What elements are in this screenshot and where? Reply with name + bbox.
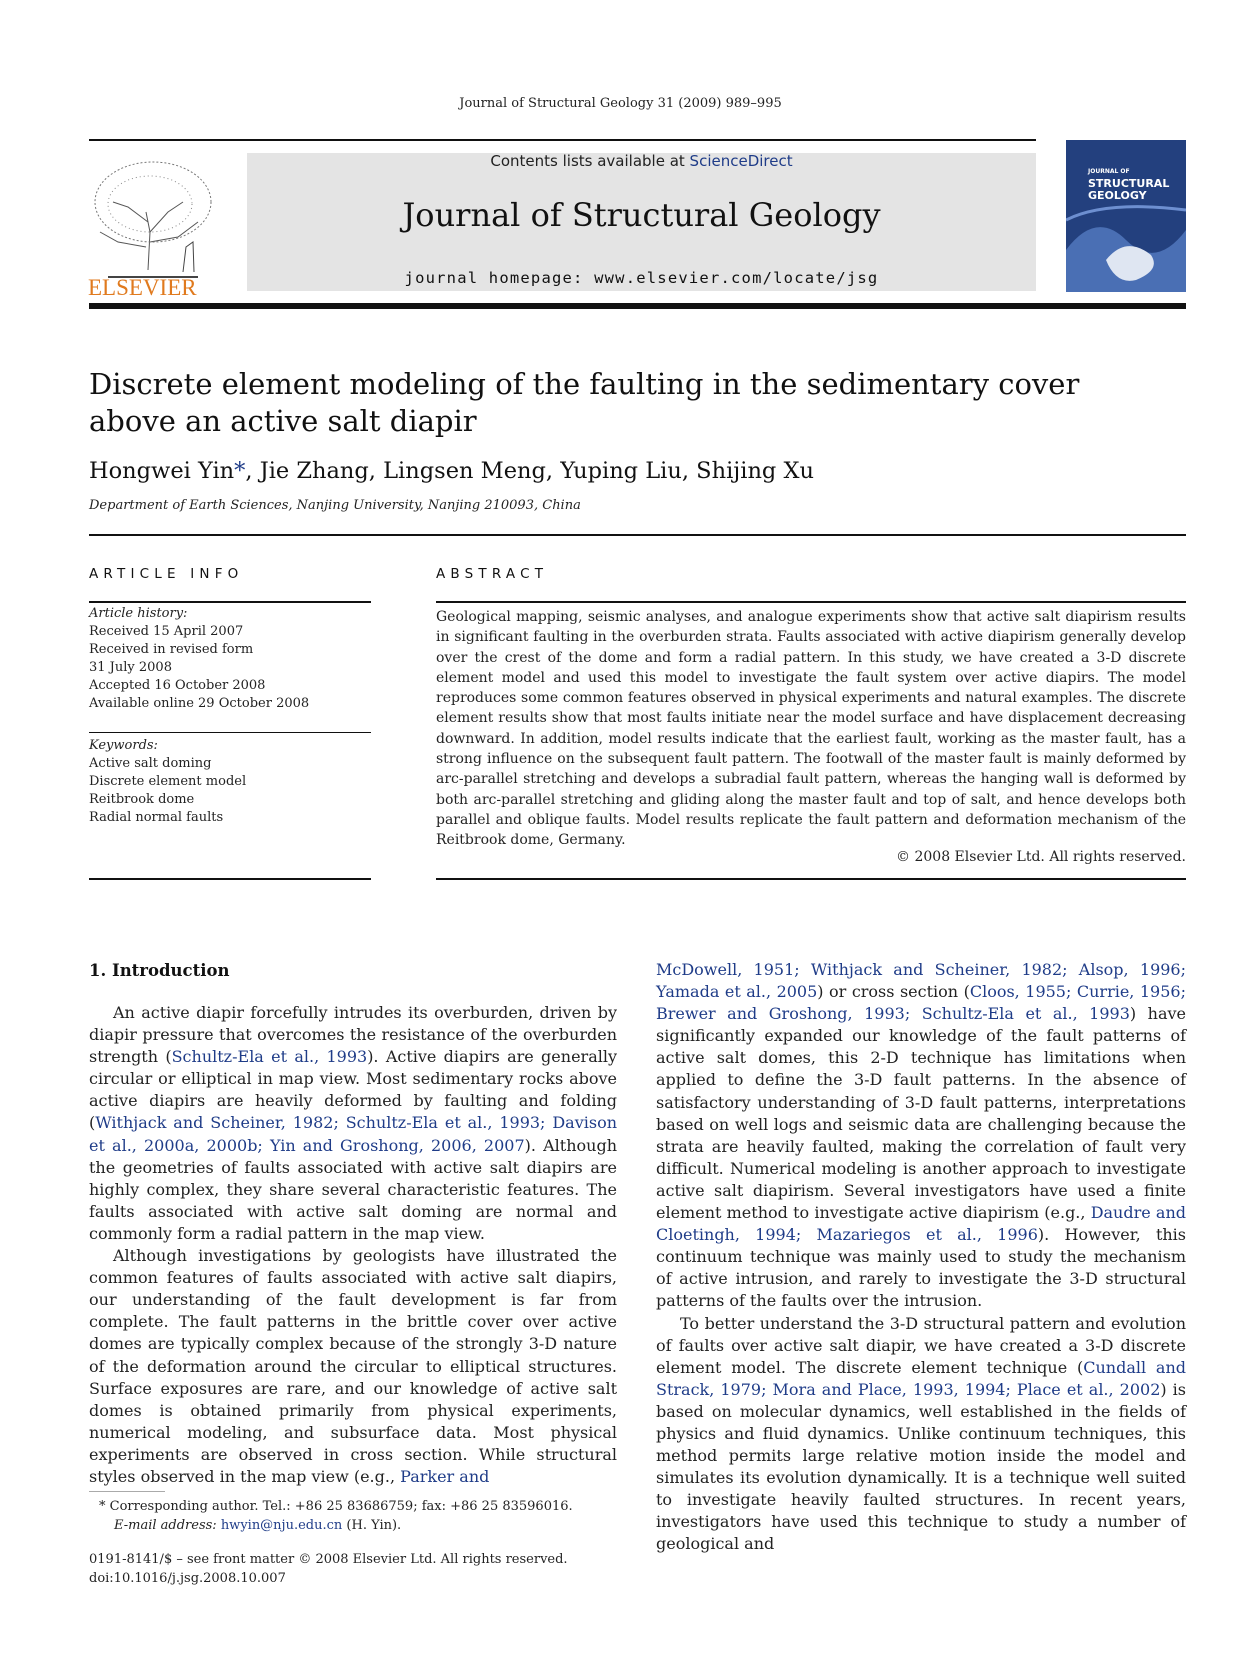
cover-small-text: JOURNAL OF <box>1088 168 1130 175</box>
body-text: Although investigations by geologists have illustrated the common features of faults associated with active salt diapirs, our understanding of the fault development is far from complete. The fault patterns in the brittle cover over active domes are typically complex because of the strongly 3-D nature of the deformation around the circular to elliptical structures. Surface exposures are rare, and our knowledge of active salt domes is obtained primarily from physical experiments, numerical modeling, and subsurface data. Most physical experiments are observed in cross section. While structural styles observed in the map view (e.g., <box>89 1246 617 1486</box>
cover-title-line1: STRUCTURAL <box>1088 177 1170 190</box>
body-text: To better understand the 3-D structural pattern and evolution of faults over active salt diapir, we have created a 3-D discrete element model. The discrete element technique ( <box>656 1313 1186 1377</box>
body-text: ) is based on molecular dynamics, well established in the fields of physics and fluid dynamics. Unlike continuum techniques, this method permits large relative motion inside the model and simulates its evolution dynamically. It is a technique well suited to investigate heavily faulted structures. In recent years, investigators have used this technique to study a number of geological and <box>656 1379 1186 1554</box>
body-text: ). However, this continuum technique was mainly used to study the mechanism of active intrusion, and rarely to investigate the 3-D structural patterns of the faults over the intrusion. <box>656 1225 1187 1311</box>
publisher-wordmark: ELSEVIER <box>88 275 197 297</box>
body-text: ). Active diapirs are generally circular or elliptical in map view. Most sedimentary rocks above active diapirs are heavily deformed by faulting and folding ( <box>89 1047 617 1133</box>
front-matter-footer: 0191-8141/$ – see front matter © 2008 Elsevier Ltd. All rights reserved. doi:10.1016/j.jsg.2008.10.007 <box>89 1552 568 1586</box>
header-bottom-rule <box>89 303 1186 309</box>
intro-paragraph-3 <box>656 1313 1186 1556</box>
abstract-text: Geological mapping, seismic analyses, and analogue experiments show that active salt diapirism results in significant faulting in the overburden strata. Faults associated with active diapirism generally develop over the crest of the dome and form a radial pattern. In this study, we have created a 3-D discrete element model and used this model to investigate the fault system over active diapirs. The model reproduces some common features observed in physical experiments and natural examples. The discrete element results show that most faults initiate near the model surface and have displacement decreasing downward. In addition, model results indicate that the earliest fault, working as the master fault, has a strong influence on the subsequent fault pattern. The footwall of the master fault is mainly deformed by arc-parallel stretching and develops a subradial fault pattern, whereas the hanging wall is deformed by both arc-parallel stretching and gliding along the master fault and top of salt, and hence develops both parallel and oblique faults. Model results replicate the fault pattern and deformation mechanism of the Reitbrook dome, Germany. <box>436 609 1186 849</box>
author-list: Hongwei Yin*, Jie Zhang, Lingsen Meng, Yuping Liu, Shijing Xu <box>89 458 814 484</box>
corresponding-author-marker[interactable]: * <box>234 458 246 484</box>
body-text: An active diapir forcefully intrudes its overburden, driven by diapir pressure that overcomes the resistance of the overburden strength ( <box>89 1003 617 1067</box>
section-heading-introduction: 1. Introduction <box>89 961 230 980</box>
article-history: Article history: Received 15 April 2007 Received in revised form 31 July 2008 Accepted 16 October 2008 Available online 29 October 2008 <box>89 606 310 711</box>
citation-link[interactable]: Withjack and Scheiner, 1982; Schultz-Ela et al., 1993; Davison et al., 2000a, 2000b; Yin and Groshong, 2006, 2007 <box>89 1113 617 1155</box>
intro-paragraph-2 <box>89 1245 617 1488</box>
journal-cover-image <box>1066 140 1186 292</box>
author-email-link[interactable]: hwyin@nju.edu.cn <box>220 1518 343 1533</box>
citation-link[interactable]: Schultz-Ela et al., 1993 <box>171 1047 368 1067</box>
citation-link[interactable]: Parker and <box>400 1466 490 1486</box>
journal-citation: Journal of Structural Geology 31 (2009) 989–995 <box>459 96 782 111</box>
body-column-left <box>89 1002 617 1488</box>
contents-line: Contents lists available at ScienceDirect <box>490 152 793 170</box>
article-title: Discrete element modeling of the faulting in the sedimentary cover above an active salt diapir <box>89 367 1080 438</box>
info-rule-bottom <box>89 878 371 880</box>
abstract-rule-bottom <box>436 878 1186 880</box>
intro-paragraph-1 <box>89 1002 617 1245</box>
journal-name: Journal of Structural Geology <box>402 196 881 234</box>
elsevier-tree-logo <box>88 152 218 297</box>
journal-homepage[interactable]: journal homepage: www.elsevier.com/locate/jsg <box>404 269 879 287</box>
info-rule-top <box>89 601 371 603</box>
citation-link[interactable]: McDowell, 1951; Withjack and Scheiner, 1982; Alsop, 1996; Yamada et al., 2005 <box>656 960 1186 1002</box>
title-divider <box>89 534 1186 536</box>
affiliation: Department of Earth Sciences, Nanjing University, Nanjing 210093, China <box>89 498 581 513</box>
citation-link[interactable]: Cloos, 1955; Currie, 1956; Brewer and Groshong, 1993; Schultz-Ela et al., 1993 <box>656 982 1186 1024</box>
abstract-heading: ABSTRACT <box>436 566 549 582</box>
footnote-rule <box>89 1491 165 1492</box>
info-rule-mid <box>89 732 371 733</box>
abstract-copyright: © 2008 Elsevier Ltd. All rights reserved. <box>896 849 1186 865</box>
doi[interactable]: doi:10.1016/j.jsg.2008.10.007 <box>89 1571 286 1586</box>
body-text: ). Although the geometries of faults associated with active salt diapirs are highly complex, they share several characteristic features. The faults associated with active salt doming are normal and commonly form a radial pattern in the map view. <box>89 1135 617 1243</box>
abstract-rule-top <box>436 601 1186 603</box>
keywords: Keywords: Active salt doming Discrete element model Reitbrook dome Radial normal faults <box>89 738 247 825</box>
citation-link[interactable]: Cundall and Strack, 1979; Mora and Place, 1993, 1994; Place et al., 2002 <box>656 1357 1186 1399</box>
article-info-heading: ARTICLE INFO <box>89 566 244 582</box>
body-text: ) or cross section ( <box>817 982 970 1002</box>
corresponding-author-footnote: * Corresponding author. Tel.: +86 25 83686759; fax: +86 25 83596016. E-mail address: hwyin@nju.edu.cn (H. Yin). <box>99 1499 573 1533</box>
cover-title-line2: GEOLOGY <box>1088 189 1147 202</box>
citation-link[interactable]: Daudre and Cloetingh, 1994; Mazariegos et al., 1996 <box>656 1203 1187 1245</box>
intro-paragraph-2-continued <box>656 959 1186 1313</box>
body-column-right <box>656 959 1186 1556</box>
body-text: ) have significantly expanded our knowledge of the fault patterns of active salt domes, this 2-D technique has limitations when applied to define the 3-D fault patterns. In the absence of satisfactory understanding of 3-D fault patterns, interpretations based on well logs and seismic data are challenging because the strata are heavily faulted, making the correlation of fault very difficult. Numerical modeling is another approach to investigate active salt diapirism. Several investigators have used a finite element method to investigate active diapirism (e.g., <box>656 1004 1186 1223</box>
header-top-rule <box>89 139 1036 141</box>
sciencedirect-link[interactable]: ScienceDirect <box>689 152 793 170</box>
